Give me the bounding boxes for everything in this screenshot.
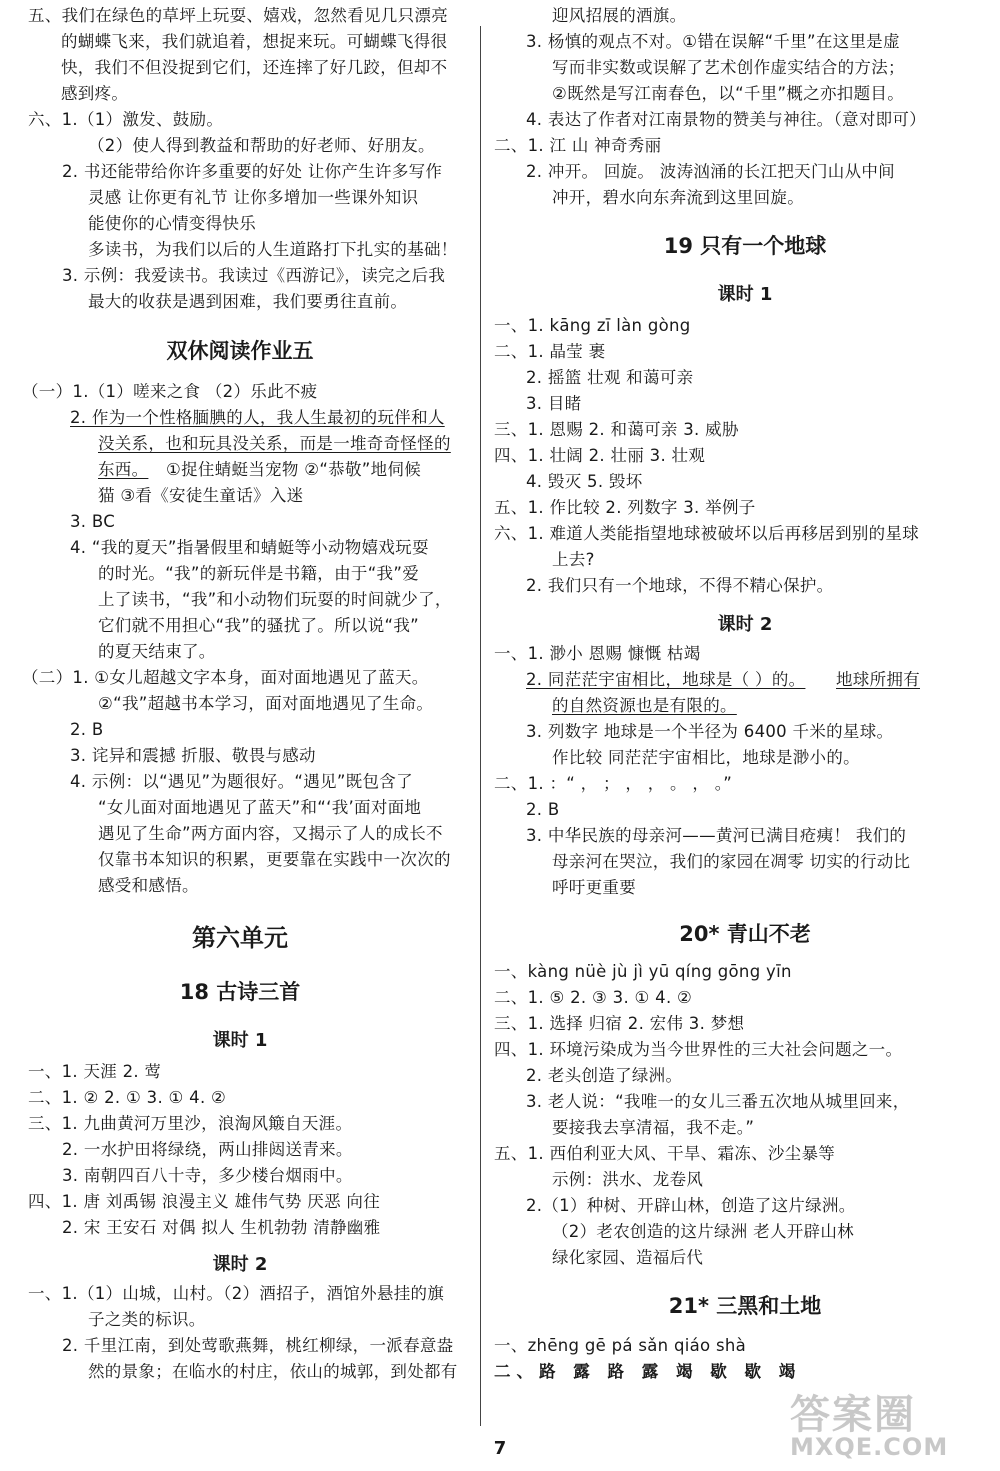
text-line: 三、1. 九曲黄河万里沙，浪淘风簸自天涯。: [28, 1114, 353, 1133]
text-line: 3. BC: [70, 512, 116, 531]
text-line: 仅靠书本知识的积累，更要靠在实践中一次次的: [98, 850, 451, 869]
text-line: 2. 同茫茫宇宙相比，地球是（ ）的。: [526, 670, 806, 689]
column-divider: [480, 26, 481, 1426]
text-line: 2. 一水护田将绿绕，两山排闼送青来。: [62, 1140, 353, 1159]
text-line: 上了读书，“我”和小动物们玩耍的时间就少了，: [98, 590, 452, 609]
text-line: 遇见了生命”两方面内容，又揭示了人的成长不: [98, 824, 443, 843]
text-line: 二、1. 江 山 神奇秀丽: [494, 136, 662, 155]
text-line: 母亲河在哭泣，我们的家园在凋零 切实的行动比: [552, 852, 911, 871]
text-line: 绿化家园、造福后代: [552, 1248, 704, 1267]
text-line: 一、1. 天涯 2. 莺: [28, 1062, 162, 1081]
text-line: （2）使人得到教益和帮助的好老师、好朋友。: [88, 136, 435, 155]
text-line: 二、1. ⑤ 2. ③ 3. ① 4. ②: [494, 988, 693, 1007]
text-line: 一、kàng nüè jù jì yū qíng gōng yīn: [494, 962, 792, 981]
text-line: 2. 老头创造了绿洲。: [526, 1066, 683, 1085]
text-line: 五、1. 作比较 2. 列数字 3. 举例子: [494, 498, 756, 517]
text-line: 二、1. ② 2. ① 3. ① 4. ②: [28, 1088, 227, 1107]
text-line: 六、1. 难道人类能指望地球被破坏以后再移居到别的星球: [494, 524, 920, 543]
text-line: 3. 中华民族的母亲河——黄河已满目疮痍！ 我们的: [526, 826, 907, 845]
text-line: 二、路 露 路 露 竭 歇 歇 竭: [494, 1362, 802, 1381]
lesson-period: 课时 2: [717, 614, 773, 635]
lesson-period: 课时 2: [212, 1254, 268, 1275]
watermark: [790, 1383, 990, 1463]
text-line: 的夏天结束了。: [98, 642, 216, 661]
text-line: 4. 毁灭 5. 毁坏: [526, 472, 643, 491]
text-line: 2. 千里江南，到处莺歌燕舞，桃红柳绿，一派春意盎: [62, 1336, 454, 1355]
lesson-period: 课时 1: [717, 284, 773, 305]
text-line: 3. 列数字 地球是一个半径为 6400 千米的星球。: [526, 722, 894, 741]
text-line: 冲开，碧水向东奔流到这里回旋。: [552, 188, 804, 207]
text-line: 2. 书还能带给你许多重要的好处 让你产生许多写作: [62, 162, 443, 181]
lesson-title: 18 古诗三首: [179, 980, 301, 1004]
text-line: 2. 我们只有一个地球，不得不精心保护。: [526, 576, 834, 595]
text-line: 猫 ③看《安徒生童话》入迷: [98, 486, 304, 505]
text-line: （二）1. ①女儿超越文字本身，面对面地遇见了蓝天。: [22, 668, 429, 687]
text-line: 五、我们在绿色的草坪上玩耍、嬉戏，忽然看见几只漂亮: [28, 6, 448, 25]
text-line: 五、1. 西伯利亚大风、干旱、霜冻、沙尘暴等: [494, 1144, 836, 1163]
text-line: 的时光。“我”的新玩伴是书籍，由于“我”爱: [98, 564, 419, 583]
text-line: 子之类的标识。: [88, 1310, 206, 1329]
text-line: 灵感 让你更有礼节 让你多增加一些课外知识: [88, 188, 419, 207]
text-line: 三、1. 恩赐 2. 和蔼可亲 3. 威胁: [494, 420, 739, 439]
text-line: 四、1. 壮阔 2. 壮丽 3. 壮观: [494, 446, 706, 465]
section-title: 双休阅读作业五: [166, 339, 314, 363]
lesson-title: 21* 三黑和土地: [668, 1294, 822, 1318]
text-line: 3. 老人说：“我唯一的女儿三番五次地从城里回来，: [526, 1092, 910, 1111]
text-line: 一、zhēng gē pá sǎn qiáo shà: [494, 1336, 747, 1355]
text-line: 2. B: [70, 720, 104, 739]
text-line: 4. “我的夏天”指暑假里和蜻蜓等小动物嬉戏玩耍: [70, 538, 429, 557]
text-line: 2. B: [526, 800, 560, 819]
text-line: 地球所拥有: [836, 670, 920, 689]
text-line: 三、1. 选择 归宿 2. 宏伟 3. 梦想: [494, 1014, 745, 1033]
text-line: 六、1.（1）激发、鼓励。: [28, 110, 224, 129]
text-line: 能使你的心情变得快乐: [88, 214, 256, 233]
text-line: 上去?: [552, 550, 595, 569]
lesson-period: 课时 1: [212, 1030, 268, 1051]
text-line: 呼吁更重要: [552, 878, 636, 897]
text-line: 四、1. 唐 刘禹锡 浪漫主义 雄伟气势 厌恶 向往: [28, 1192, 381, 1211]
text-line: 3. 杨慎的观点不对。①错在误解“千里”在这里是虚: [526, 32, 900, 51]
text-line: 3. 示例：我爱读书。我读过《西游记》，读完之后我: [62, 266, 446, 285]
text-line: ①捉住蜻蜓当宠物 ②“恭敬”地伺候: [166, 460, 422, 479]
lesson-title: 19 只有一个地球: [663, 234, 827, 258]
watermark-url: MXQE.COM: [790, 1433, 949, 1461]
text-line: “女儿面对面地遇见了蓝天”和“‘我’面对面地: [98, 798, 422, 817]
text-line: 二、1. ：“ ， ； ， ， 。 ， 。”: [494, 774, 733, 793]
text-line: 二、1. 晶莹 裹: [494, 342, 606, 361]
text-line: 一、1.（1）山城，山村。（2）酒招子，酒馆外悬挂的旗: [28, 1284, 445, 1303]
text-line: 四、1. 环境污染成为当今世界性的三大社会问题之一。: [494, 1040, 903, 1059]
text-line: 4. 示例：以“遇见”为题很好。“遇见”既包含了: [70, 772, 413, 791]
text-line: 4. 表达了作者对江南景物的赞美与神往。（意对即可）: [526, 110, 927, 129]
text-line: 东西。: [98, 460, 149, 479]
text-line: 3. 南朝四百八十寺，多少楼台烟雨中。: [62, 1166, 353, 1185]
text-line: ②“我”超越书本学习，面对面地遇见了生命。: [98, 694, 434, 713]
text-line: 示例：洪水、龙卷风: [552, 1170, 704, 1189]
text-line: 感受和感悟。: [98, 876, 199, 895]
text-line: 最大的收获是遇到困难，我们要勇往直前。: [88, 292, 408, 311]
text-line: 没关系，也和玩具没关系，而是一堆奇奇怪怪的: [98, 434, 451, 453]
unit-title: 第六单元: [192, 924, 288, 952]
text-line: ②既然是写江南春色，以“千里”概之亦扣题目。: [552, 84, 904, 103]
text-line: 迎风招展的酒旗。: [552, 6, 687, 25]
text-line: 它们就不用担心“我”的骚扰了。所以说“我”: [98, 616, 419, 635]
text-line: （一）1.（1）嗟来之食 （2）乐此不疲: [22, 382, 318, 401]
text-line: 一、1. 渺小 恩赐 慷慨 枯竭: [494, 644, 701, 663]
lesson-title: 20* 青山不老: [679, 922, 811, 946]
text-line: 2. 冲开。 回旋。 波涛汹涌的长江把天门山从中间: [526, 162, 895, 181]
text-line: 2.（1）种树、开辟山林，创造了这片绿洲。: [526, 1196, 856, 1215]
text-line: 多读书，为我们以后的人生道路打下扎实的基础！: [88, 240, 458, 259]
watermark-logo: 答案圈: [790, 1392, 916, 1438]
text-line: 2. 作为一个性格腼腆的人，我人生最初的玩伴和人: [70, 408, 445, 427]
text-line: （2）老农创造的这片绿洲 老人开辟山林: [552, 1222, 854, 1241]
text-line: 2. 宋 王安石 对偶 拟人 生机勃勃 清静幽雅: [62, 1218, 381, 1237]
text-line: 然的景象；在临水的村庄，依山的城郭，到处都有: [88, 1362, 458, 1381]
text-line: 2. 摇篮 壮观 和蔼可亲: [526, 368, 694, 387]
text-line: 3. 目睹: [526, 394, 582, 413]
text-line: 作比较 同茫茫宇宙相比，地球是渺小的。: [552, 748, 860, 767]
page-number: 7: [493, 1438, 507, 1459]
text-line: 写而非实数或误解了艺术创作虚实结合的方法；: [552, 58, 905, 77]
text-line: 3. 诧异和震撼 折服、敬畏与感动: [70, 746, 316, 765]
text-line: 的自然资源也是有限的。: [552, 696, 737, 715]
text-line: 快，我们不但没捉到它们，还连摔了好几跤，但却不: [61, 58, 448, 77]
text-line: 感到疼。: [61, 84, 129, 103]
text-line: 一、1. kāng zī làn gòng: [494, 316, 691, 335]
text-line: 要接我去享清福，我不走。”: [552, 1118, 755, 1137]
text-line: 的蝴蝶飞来，我们就追着，想捉来玩。可蝴蝶飞得很: [61, 32, 448, 51]
